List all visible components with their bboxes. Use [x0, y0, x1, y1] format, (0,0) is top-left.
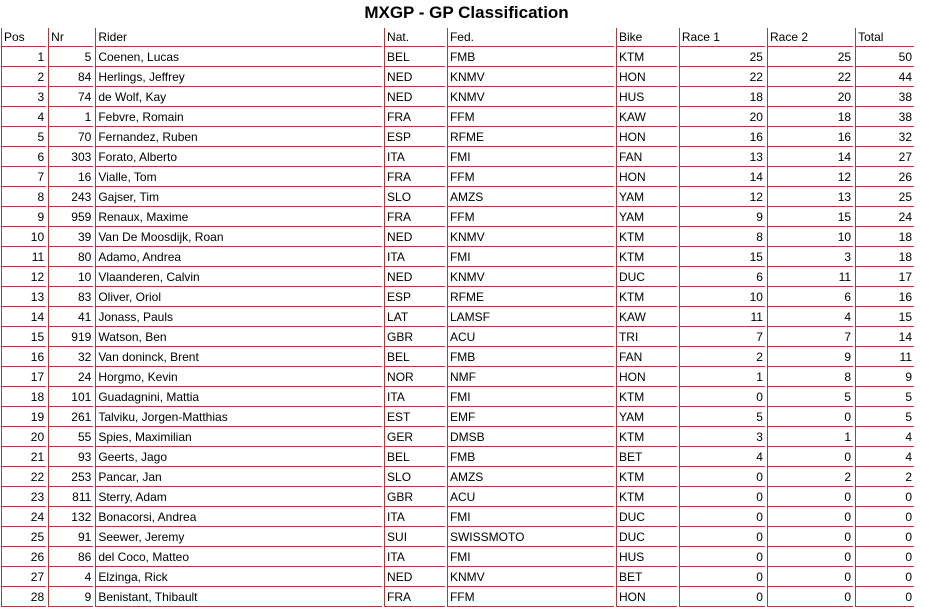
cell-pos: 18 [1, 387, 46, 407]
table-row [1, 367, 914, 387]
cell-rider: Herlings, Jeffrey [95, 67, 382, 87]
header-race1: Race 1 [679, 28, 765, 47]
cell-nat: SLO [384, 467, 445, 487]
cell-total: 11 [855, 347, 914, 367]
cell-race1: 1 [679, 367, 765, 387]
cell-nat: NED [384, 567, 445, 587]
cell-race2: 10 [767, 227, 853, 247]
cell-nr: 1 [48, 107, 93, 127]
cell-nat: NOR [384, 367, 445, 387]
cell-fed: FMI [447, 387, 614, 407]
cell-race1: 0 [679, 507, 765, 527]
cell-race2: 2 [767, 467, 853, 487]
cell-bike: KTM [616, 387, 677, 407]
cell-nat: BEL [384, 447, 445, 467]
cell-nr: 10 [48, 267, 93, 287]
cell-nat: GBR [384, 487, 445, 507]
cell-fed: EMF [447, 407, 614, 427]
cell-pos: 1 [1, 47, 46, 67]
cell-race1: 0 [679, 467, 765, 487]
cell-nr: 93 [48, 447, 93, 467]
cell-race2: 15 [767, 207, 853, 227]
cell-total: 0 [855, 567, 914, 587]
cell-pos: 3 [1, 87, 46, 107]
cell-nat: GBR [384, 327, 445, 347]
cell-fed: ACU [447, 327, 614, 347]
cell-nr: 16 [48, 167, 93, 187]
cell-nat: EST [384, 407, 445, 427]
cell-bike: HON [616, 167, 677, 187]
cell-nat: NED [384, 227, 445, 247]
table-row [1, 287, 914, 307]
header-bike: Bike [616, 28, 677, 47]
cell-nr: 24 [48, 367, 93, 387]
cell-bike: FAN [616, 147, 677, 167]
cell-pos: 11 [1, 247, 46, 267]
cell-nat: NED [384, 267, 445, 287]
cell-fed: SWISSMOTO [447, 527, 614, 547]
cell-fed: FMB [447, 347, 614, 367]
table-row [1, 447, 914, 467]
cell-bike: DUC [616, 527, 677, 547]
table-row [1, 527, 914, 547]
cell-fed: RFME [447, 287, 614, 307]
cell-bike: BET [616, 447, 677, 467]
cell-total: 15 [855, 307, 914, 327]
cell-race2: 0 [767, 587, 853, 607]
table-row [1, 227, 914, 247]
cell-race1: 0 [679, 547, 765, 567]
cell-total: 16 [855, 287, 914, 307]
cell-nr: 261 [48, 407, 93, 427]
cell-nr: 303 [48, 147, 93, 167]
cell-nat: BEL [384, 347, 445, 367]
cell-pos: 20 [1, 427, 46, 447]
cell-pos: 26 [1, 547, 46, 567]
cell-fed: FMB [447, 447, 614, 467]
cell-pos: 12 [1, 267, 46, 287]
cell-bike: DUC [616, 507, 677, 527]
header-total: Total [855, 28, 914, 47]
table-row [1, 87, 914, 107]
cell-fed: NMF [447, 367, 614, 387]
cell-nat: ITA [384, 247, 445, 267]
cell-nat: FRA [384, 207, 445, 227]
cell-rider: Sterry, Adam [95, 487, 382, 507]
cell-race1: 2 [679, 347, 765, 367]
table-row [1, 147, 914, 167]
cell-race2: 0 [767, 447, 853, 467]
cell-rider: Van doninck, Brent [95, 347, 382, 367]
cell-fed: RFME [447, 127, 614, 147]
cell-rider: de Wolf, Kay [95, 87, 382, 107]
cell-race1: 0 [679, 527, 765, 547]
cell-fed: DMSB [447, 427, 614, 447]
cell-nr: 39 [48, 227, 93, 247]
cell-pos: 21 [1, 447, 46, 467]
cell-race1: 18 [679, 87, 765, 107]
cell-rider: Van De Moosdijk, Roan [95, 227, 382, 247]
cell-race1: 15 [679, 247, 765, 267]
cell-race1: 10 [679, 287, 765, 307]
cell-race1: 3 [679, 427, 765, 447]
cell-nr: 132 [48, 507, 93, 527]
cell-pos: 13 [1, 287, 46, 307]
table-row [1, 127, 914, 147]
cell-nr: 4 [48, 567, 93, 587]
cell-race2: 16 [767, 127, 853, 147]
cell-nat: ITA [384, 547, 445, 567]
cell-fed: AMZS [447, 187, 614, 207]
cell-nr: 919 [48, 327, 93, 347]
cell-nat: ESP [384, 287, 445, 307]
cell-race2: 0 [767, 527, 853, 547]
cell-rider: Gajser, Tim [95, 187, 382, 207]
cell-fed: FFM [447, 587, 614, 607]
cell-pos: 5 [1, 127, 46, 147]
cell-bike: KTM [616, 247, 677, 267]
cell-nr: 811 [48, 487, 93, 507]
cell-race1: 8 [679, 227, 765, 247]
cell-rider: Seewer, Jeremy [95, 527, 382, 547]
cell-nr: 70 [48, 127, 93, 147]
cell-race1: 13 [679, 147, 765, 167]
cell-race2: 9 [767, 347, 853, 367]
cell-race1: 5 [679, 407, 765, 427]
classification-table [0, 28, 916, 607]
cell-bike: KAW [616, 107, 677, 127]
cell-pos: 2 [1, 67, 46, 87]
cell-bike: KTM [616, 467, 677, 487]
cell-fed: KNMV [447, 567, 614, 587]
cell-bike: HUS [616, 547, 677, 567]
cell-pos: 6 [1, 147, 46, 167]
cell-total: 5 [855, 407, 914, 427]
table-row [1, 487, 914, 507]
cell-bike: KTM [616, 227, 677, 247]
cell-race2: 0 [767, 407, 853, 427]
cell-nat: ESP [384, 127, 445, 147]
cell-rider: Elzinga, Rick [95, 567, 382, 587]
cell-race1: 0 [679, 387, 765, 407]
cell-fed: KNMV [447, 67, 614, 87]
cell-race1: 12 [679, 187, 765, 207]
cell-pos: 15 [1, 327, 46, 347]
cell-nr: 253 [48, 467, 93, 487]
cell-nat: GER [384, 427, 445, 447]
header-race2: Race 2 [767, 28, 853, 47]
cell-total: 0 [855, 547, 914, 567]
cell-nat: FRA [384, 107, 445, 127]
table-row [1, 507, 914, 527]
cell-total: 32 [855, 127, 914, 147]
cell-bike: KAW [616, 307, 677, 327]
cell-nat: ITA [384, 387, 445, 407]
cell-fed: AMZS [447, 467, 614, 487]
table-row [1, 567, 914, 587]
cell-bike: HON [616, 587, 677, 607]
cell-rider: Horgmo, Kevin [95, 367, 382, 387]
cell-race1: 7 [679, 327, 765, 347]
cell-bike: FAN [616, 347, 677, 367]
header-pos: Pos [1, 28, 46, 47]
cell-nr: 9 [48, 587, 93, 607]
cell-race2: 25 [767, 47, 853, 67]
cell-rider: Febvre, Romain [95, 107, 382, 127]
header-fed: Fed. [447, 28, 614, 47]
table-row [1, 247, 914, 267]
cell-race1: 22 [679, 67, 765, 87]
cell-rider: Oliver, Oriol [95, 287, 382, 307]
cell-nat: LAT [384, 307, 445, 327]
cell-race1: 16 [679, 127, 765, 147]
cell-total: 17 [855, 267, 914, 287]
table-row [1, 187, 914, 207]
cell-pos: 7 [1, 167, 46, 187]
cell-rider: Vialle, Tom [95, 167, 382, 187]
cell-race1: 25 [679, 47, 765, 67]
cell-race2: 22 [767, 67, 853, 87]
cell-nat: FRA [384, 167, 445, 187]
cell-bike: KTM [616, 287, 677, 307]
cell-race2: 18 [767, 107, 853, 127]
cell-total: 2 [855, 467, 914, 487]
cell-fed: FMI [447, 547, 614, 567]
cell-rider: Watson, Ben [95, 327, 382, 347]
cell-fed: ACU [447, 487, 614, 507]
cell-nr: 41 [48, 307, 93, 327]
cell-nr: 243 [48, 187, 93, 207]
table-row [1, 467, 914, 487]
table-row [1, 267, 914, 287]
cell-nr: 32 [48, 347, 93, 367]
cell-rider: Jonass, Pauls [95, 307, 382, 327]
cell-fed: FMI [447, 147, 614, 167]
cell-total: 50 [855, 47, 914, 67]
cell-pos: 9 [1, 207, 46, 227]
cell-rider: Coenen, Lucas [95, 47, 382, 67]
cell-bike: YAM [616, 407, 677, 427]
cell-race2: 11 [767, 267, 853, 287]
cell-race1: 0 [679, 587, 765, 607]
cell-race2: 14 [767, 147, 853, 167]
cell-race2: 8 [767, 367, 853, 387]
table-row [1, 307, 914, 327]
cell-rider: Geerts, Jago [95, 447, 382, 467]
cell-total: 25 [855, 187, 914, 207]
cell-fed: FFM [447, 167, 614, 187]
cell-total: 44 [855, 67, 914, 87]
cell-race2: 12 [767, 167, 853, 187]
cell-fed: FMI [447, 507, 614, 527]
cell-race1: 9 [679, 207, 765, 227]
table-row [1, 207, 914, 227]
cell-rider: del Coco, Matteo [95, 547, 382, 567]
cell-pos: 27 [1, 567, 46, 587]
header-rider: Rider [95, 28, 382, 47]
cell-nr: 959 [48, 207, 93, 227]
cell-total: 0 [855, 527, 914, 547]
cell-race1: 4 [679, 447, 765, 467]
cell-total: 5 [855, 387, 914, 407]
cell-fed: KNMV [447, 227, 614, 247]
cell-pos: 24 [1, 507, 46, 527]
cell-nat: NED [384, 87, 445, 107]
cell-pos: 14 [1, 307, 46, 327]
cell-total: 4 [855, 427, 914, 447]
cell-bike: HON [616, 67, 677, 87]
cell-race2: 0 [767, 487, 853, 507]
header-nat: Nat. [384, 28, 445, 47]
cell-pos: 17 [1, 367, 46, 387]
cell-bike: YAM [616, 207, 677, 227]
cell-race2: 4 [767, 307, 853, 327]
cell-rider: Pancar, Jan [95, 467, 382, 487]
cell-total: 18 [855, 247, 914, 267]
cell-nat: SLO [384, 187, 445, 207]
cell-race2: 7 [767, 327, 853, 347]
cell-race2: 3 [767, 247, 853, 267]
cell-nr: 74 [48, 87, 93, 107]
cell-fed: FMI [447, 247, 614, 267]
cell-rider: Adamo, Andrea [95, 247, 382, 267]
cell-total: 26 [855, 167, 914, 187]
cell-total: 24 [855, 207, 914, 227]
cell-fed: FFM [447, 107, 614, 127]
table-row [1, 67, 914, 87]
cell-nat: SUI [384, 527, 445, 547]
cell-bike: DUC [616, 267, 677, 287]
cell-pos: 4 [1, 107, 46, 127]
table-row [1, 47, 914, 67]
cell-race1: 20 [679, 107, 765, 127]
cell-race2: 0 [767, 547, 853, 567]
cell-race2: 0 [767, 567, 853, 587]
table-row [1, 407, 914, 427]
cell-rider: Renaux, Maxime [95, 207, 382, 227]
cell-pos: 10 [1, 227, 46, 247]
cell-fed: FFM [447, 207, 614, 227]
cell-bike: HUS [616, 87, 677, 107]
table-row [1, 347, 914, 367]
cell-pos: 8 [1, 187, 46, 207]
cell-race2: 5 [767, 387, 853, 407]
cell-total: 14 [855, 327, 914, 347]
cell-race1: 0 [679, 567, 765, 587]
page-title: MXGP - GP Classification [364, 3, 569, 22]
cell-nr: 5 [48, 47, 93, 67]
cell-nat: ITA [384, 147, 445, 167]
cell-bike: TRI [616, 327, 677, 347]
cell-total: 9 [855, 367, 914, 387]
cell-race1: 14 [679, 167, 765, 187]
cell-bike: KTM [616, 47, 677, 67]
cell-total: 18 [855, 227, 914, 247]
cell-nat: ITA [384, 507, 445, 527]
cell-nr: 101 [48, 387, 93, 407]
cell-total: 0 [855, 487, 914, 507]
header-nr: Nr [48, 28, 93, 47]
cell-rider: Talviku, Jorgen-Matthias [95, 407, 382, 427]
cell-nr: 86 [48, 547, 93, 567]
cell-fed: KNMV [447, 267, 614, 287]
cell-nr: 91 [48, 527, 93, 547]
cell-race2: 6 [767, 287, 853, 307]
cell-race1: 0 [679, 487, 765, 507]
cell-fed: FMB [447, 47, 614, 67]
cell-bike: YAM [616, 187, 677, 207]
cell-pos: 28 [1, 587, 46, 607]
table-row [1, 167, 914, 187]
cell-nr: 55 [48, 427, 93, 447]
cell-fed: LAMSF [447, 307, 614, 327]
cell-total: 0 [855, 507, 914, 527]
cell-pos: 23 [1, 487, 46, 507]
cell-rider: Benistant, Thibault [95, 587, 382, 607]
cell-rider: Spies, Maximilian [95, 427, 382, 447]
cell-race2: 13 [767, 187, 853, 207]
cell-nat: FRA [384, 587, 445, 607]
cell-fed: KNMV [447, 87, 614, 107]
table-header-row [1, 28, 914, 47]
cell-total: 38 [855, 107, 914, 127]
cell-race2: 0 [767, 507, 853, 527]
table-row [1, 587, 914, 607]
table-row [1, 547, 914, 567]
table-row [1, 427, 914, 447]
cell-bike: HON [616, 127, 677, 147]
table-row [1, 107, 914, 127]
cell-race1: 11 [679, 307, 765, 327]
cell-bike: KTM [616, 427, 677, 447]
cell-bike: KTM [616, 487, 677, 507]
cell-rider: Guadagnini, Mattia [95, 387, 382, 407]
cell-race1: 6 [679, 267, 765, 287]
cell-nat: NED [384, 67, 445, 87]
cell-race2: 1 [767, 427, 853, 447]
cell-nr: 84 [48, 67, 93, 87]
table-row [1, 327, 914, 347]
cell-nr: 80 [48, 247, 93, 267]
cell-bike: HON [616, 367, 677, 387]
cell-bike: BET [616, 567, 677, 587]
cell-rider: Forato, Alberto [95, 147, 382, 167]
cell-pos: 25 [1, 527, 46, 547]
cell-rider: Vlaanderen, Calvin [95, 267, 382, 287]
cell-total: 4 [855, 447, 914, 467]
cell-total: 38 [855, 87, 914, 107]
cell-total: 0 [855, 587, 914, 607]
cell-total: 27 [855, 147, 914, 167]
cell-pos: 19 [1, 407, 46, 427]
cell-rider: Bonacorsi, Andrea [95, 507, 382, 527]
cell-pos: 22 [1, 467, 46, 487]
cell-rider: Fernandez, Ruben [95, 127, 382, 147]
cell-race2: 20 [767, 87, 853, 107]
cell-nr: 83 [48, 287, 93, 307]
cell-pos: 16 [1, 347, 46, 367]
cell-nat: BEL [384, 47, 445, 67]
table-row [1, 387, 914, 407]
